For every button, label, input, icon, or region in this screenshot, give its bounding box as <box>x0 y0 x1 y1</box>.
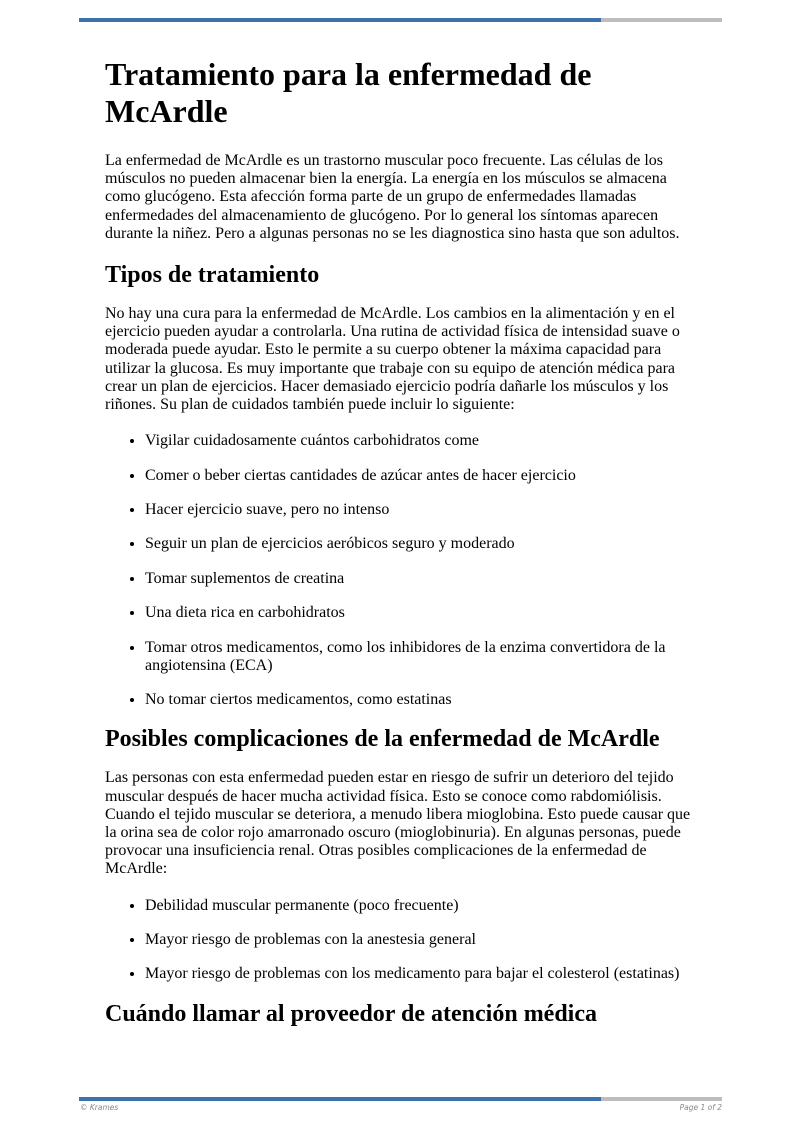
list-item: • Seguir un plan de ejercicios aeróbicos seguro y moderado <box>145 535 705 553</box>
complications-list <box>105 897 705 984</box>
list-item: • Tomar otros medicamentos, como los inhibidores de la enzima convertidora de la angiotensina (ECA) <box>145 639 705 675</box>
section-heading-complications: Posibles complicaciones de la enfermedad de McArdle <box>105 726 660 753</box>
treatment-paragraph: No hay una cura para la enfermedad de McArdle. Los cambios en la alimentación y en el ejercicio pueden ayudar a controlarla. Una rutina de actividad física de intensidad suave o moderada puede ayudar. Esto le permite a su cuerpo obtener la máxima capacidad para utilizar la glucosa. Es muy importante que trabaje con su equipo de atención médica para crear un plan de ejercicios. Hacer demasiado ejercicio podría dañarle los músculos y los riñones. Su plan de cuidados también puede incluir lo siguiente: <box>105 305 680 414</box>
list-item: • Tomar suplementos de creatina <box>145 570 705 588</box>
section-heading-treatment: Tipos de tratamiento <box>105 262 320 289</box>
list-item: • Una dieta rica en carbohidratos <box>145 604 705 622</box>
intro-paragraph: La enfermedad de McArdle es un trastorno muscular poco frecuente. Las células de los músculos no pueden almacenar bien la energía. La energía en los músculos se almacena como glucógeno. Esta afección forma parte de un grupo de enfermedades llamadas enfermedades del almacenamiento de glucógeno. Por lo general los síntomas aparecen durante la niñez. Pero a algunas personas no se les diagnostica sino hasta que son adultos. <box>105 152 680 242</box>
list-item: • Comer o beber ciertas cantidades de azúcar antes de hacer ejercicio <box>145 467 705 485</box>
list-item: • Mayor riesgo de problemas con la anestesia general <box>145 931 705 949</box>
list-item: • No tomar ciertos medicamentos, como estatinas <box>145 691 705 709</box>
list-item: • Hacer ejercicio suave, pero no intenso <box>145 501 705 519</box>
list-item: • Vigilar cuidadosamente cuántos carbohidratos come <box>145 432 705 450</box>
footer-progress-fill <box>79 1097 601 1101</box>
page-title: Tratamiento para la enfermedad de McArdle <box>105 56 592 129</box>
header-progress-bar <box>79 18 722 22</box>
header-progress-fill <box>79 18 601 22</box>
footer-progress-bar <box>79 1097 722 1101</box>
list-item: • Mayor riesgo de problemas con los medicamento para bajar el colesterol (estatinas) <box>145 965 705 983</box>
footer-page-number: Page 1 of 2 <box>679 1103 722 1112</box>
footer-copyright: © Krames <box>80 1103 119 1112</box>
complications-paragraph: Las personas con esta enfermedad pueden estar en riesgo de sufrir un deterioro del tejido muscular después de hacer mucha actividad física. Esto se conoce como rabdomiólisis. Cuando el tejido muscular se deteriora, a menudo libera mioglobina. Esto puede causar que la orina sea de color rojo amarronado oscuro (mioglobinuria). En algunas personas, puede provocar una insuficiencia renal. Otras posibles complicaciones de la enfermedad de McArdle: <box>105 769 691 878</box>
document-body <box>105 56 705 1044</box>
treatment-list <box>105 432 705 709</box>
list-item: • Debilidad muscular permanente (poco frecuente) <box>145 897 705 915</box>
section-heading-when-to-call: Cuándo llamar al proveedor de atención médica <box>105 1000 597 1027</box>
